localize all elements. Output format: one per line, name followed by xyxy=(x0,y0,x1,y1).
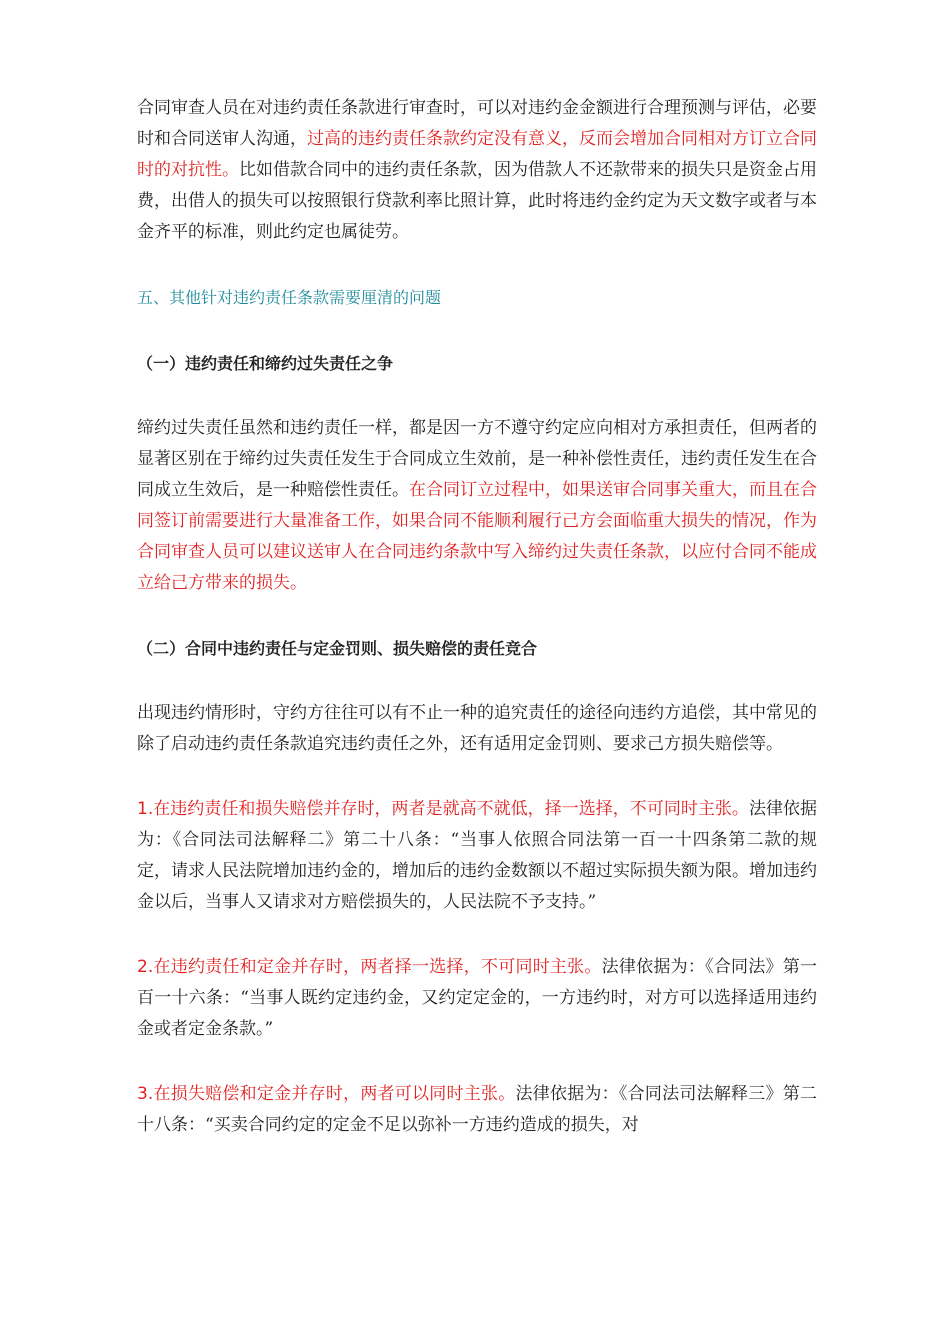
text-emphasis: 在违约责任和损失赔偿并存时，两者是就高不就低，择一选择，不可同时主张。 xyxy=(153,799,749,819)
paragraph-review-penalty xyxy=(137,93,817,248)
item-number: 1. xyxy=(137,799,154,819)
item-number: 3. xyxy=(137,1084,154,1104)
text-normal: 缔约过失责任虽然和违约责任一样，都是因一方不遵守约定应向相对方承担责任，但两者的显著区别在于缔约过失责任发生于合同成立生效前，是一种补偿性责任，违约责任发生在合同成立生效后，是一种赔偿性责任。 xyxy=(137,418,817,500)
list-item-2 xyxy=(137,952,817,1045)
document-page xyxy=(137,93,817,1141)
text-normal: 法律依据为：《合同法》第一百一十六条：“当事人既约定违约金，又约定定金的，一方违约时，对方可以选择适用违约金或者定金条款。” xyxy=(137,957,818,1039)
text-emphasis: 在合同订立过程中，如果送审合同事关重大，而且在合同签订前需要进行大量准备工作，如果合同不能顺利履行己方会面临重大损失的情况，作为合同审查人员可以建议送审人在合同违约条款中写入缔约过失责任条款，以应付合同不能成立给己方带来的损失。 xyxy=(137,480,817,593)
list-item-3 xyxy=(137,1079,817,1141)
item-number: 2. xyxy=(137,957,154,977)
subsection-heading-1: （一）违约责任和缔约过失责任之争 xyxy=(137,354,394,373)
text-emphasis: 过高的违约责任条款约定没有意义，反而会增加合同相对方订立合同时的对抗性。 xyxy=(137,129,817,180)
text-normal: 比如借款合同中的违约责任条款，因为借款人不还款带来的损失只是资金占用费，出借人的损失可以按照银行贷款利率比照计算，此时将违约金约定为天文数字或者与本金齐平的标准，则此约定也属徒劳。 xyxy=(137,160,817,242)
text-normal: 合同审查人员在对违约责任条款进行审查时，可以对违约金金额进行合理预测与评估，必要时和合同送审人沟通， xyxy=(137,98,817,149)
text-normal: 法律依据为：《合同法司法解释二》第二十八条：“当事人依照合同法第一百一十四条第二款的规定，请求人民法院增加违约金的，增加后的违约金数额以不超过实际损失额为限。增加违约金以后，当事人又请求对方赔偿损失的，人民法院不予支持。” xyxy=(137,799,818,912)
section-heading-5: 五、其他针对违约责任条款需要厘清的问题 xyxy=(137,288,442,307)
text-emphasis: 在违约责任和定金并存时，两者择一选择，不可同时主张。 xyxy=(153,957,602,977)
text-emphasis: 在损失赔偿和定金并存时，两者可以同时主张。 xyxy=(153,1084,516,1104)
text-normal: 出现违约情形时，守约方往往可以有不止一种的追究责任的途径向违约方追偿，其中常见的除了启动违约责任条款追究违约责任之外，还有适用定金罚则、要求己方损失赔偿等。 xyxy=(137,703,817,754)
text-normal: 法律依据为：《合同法司法解释三》第二十八条：“买卖合同约定的定金不足以弥补一方违约造成的损失，对 xyxy=(137,1084,818,1135)
paragraph-remedies xyxy=(137,698,817,760)
list-item-1 xyxy=(137,794,817,918)
paragraph-culpa-in-contrahendo xyxy=(137,413,817,599)
subsection-heading-2: （二）合同中违约责任与定金罚则、损失赔偿的责任竞合 xyxy=(137,639,538,658)
